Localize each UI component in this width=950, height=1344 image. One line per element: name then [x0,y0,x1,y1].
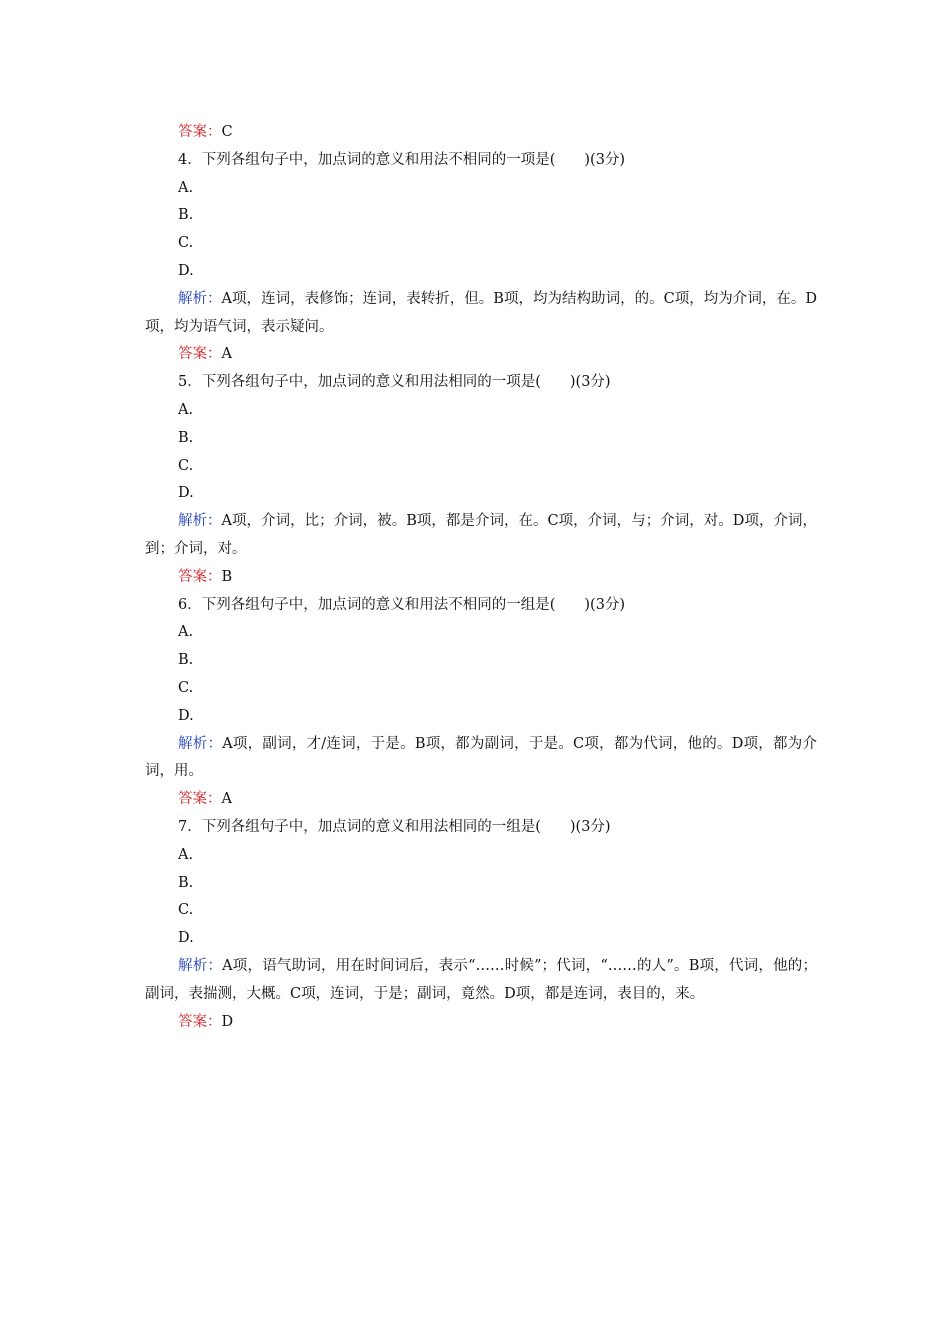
option-d: D. [178,262,194,279]
answer-label: 答案： [178,1013,222,1030]
question-stem: 6．下列各组句子中，加点词的意义和用法不相同的一组是( )(3分) [178,596,626,613]
option-a: A. [178,624,194,641]
question-block [145,147,817,369]
option-d: D. [178,707,194,724]
answer-line [145,341,817,369]
answer-label: 答案： [178,568,222,585]
analysis-paragraph [145,953,817,1009]
answer-value: A [221,791,232,808]
option-a: A. [178,401,194,418]
analysis-label: 解析： [178,735,223,752]
answer-line [145,119,817,147]
answer-label: 答案： [178,124,222,140]
answer-value: B [221,568,233,585]
option-c: C. [178,679,194,696]
option-c: C. [178,235,194,252]
option-c: C. [178,902,194,919]
option-a: A. [178,179,194,196]
option-b: B. [178,652,194,669]
question-block [145,814,817,1036]
document-content [145,119,817,1036]
answer-label: 答案： [178,791,222,808]
option-a: A. [178,846,194,863]
analysis-paragraph [145,731,817,787]
question-stem: 5．下列各组句子中，加点词的意义和用法相同的一项是( )(3分) [178,374,611,391]
option-c: C. [178,457,194,474]
analysis-label: 解析： [178,957,223,974]
option-d: D. [178,485,194,502]
option-d: D. [178,930,194,947]
option-b: B. [178,874,194,891]
answer-line [145,564,817,592]
analysis-text: A项，介词，比；介词，被。B项，都是介词，在。C项，介词，与；介词，对。D项，介词，到；介词，对。 [145,513,818,557]
analysis-paragraph [145,286,817,342]
question-stem: 7．下列各组句子中，加点词的意义和用法相同的一组是( )(3分) [178,818,611,835]
question-stem: 4．下列各组句子中，加点词的意义和用法不相同的一项是( )(3分) [178,151,626,168]
answer-value: A [221,346,232,363]
option-b: B. [178,429,194,446]
analysis-text: A项，连词，表修饰；连词，表转折，但。B项，均为结构助词，的。C项，均为介词，在。D项，均为语气词，表示疑问。 [145,290,818,335]
question-block [145,369,817,591]
question-block [145,592,817,814]
answer-line [145,1009,817,1037]
answer-value: D [221,1013,234,1030]
answer-value: C [221,124,233,140]
analysis-text: A项，副词，才/连词，于是。B项，都为副词，于是。C项，都为代词，他的。D项，都为介词，用。 [145,735,817,780]
answer-line [145,786,817,814]
answer-label: 答案： [178,346,222,363]
analysis-label: 解析： [178,513,222,530]
analysis-label: 解析： [178,290,222,307]
option-b: B. [178,207,194,224]
analysis-paragraph [145,508,817,564]
analysis-text: A项，语气助词，用在时间词后，表示“……时候”；代词，“……的人”。B项，代词，他的；副词，表揣测，大概。C项，连词，于是；副词，竟然。D项，都是连词，表目的，来。 [145,957,818,1002]
